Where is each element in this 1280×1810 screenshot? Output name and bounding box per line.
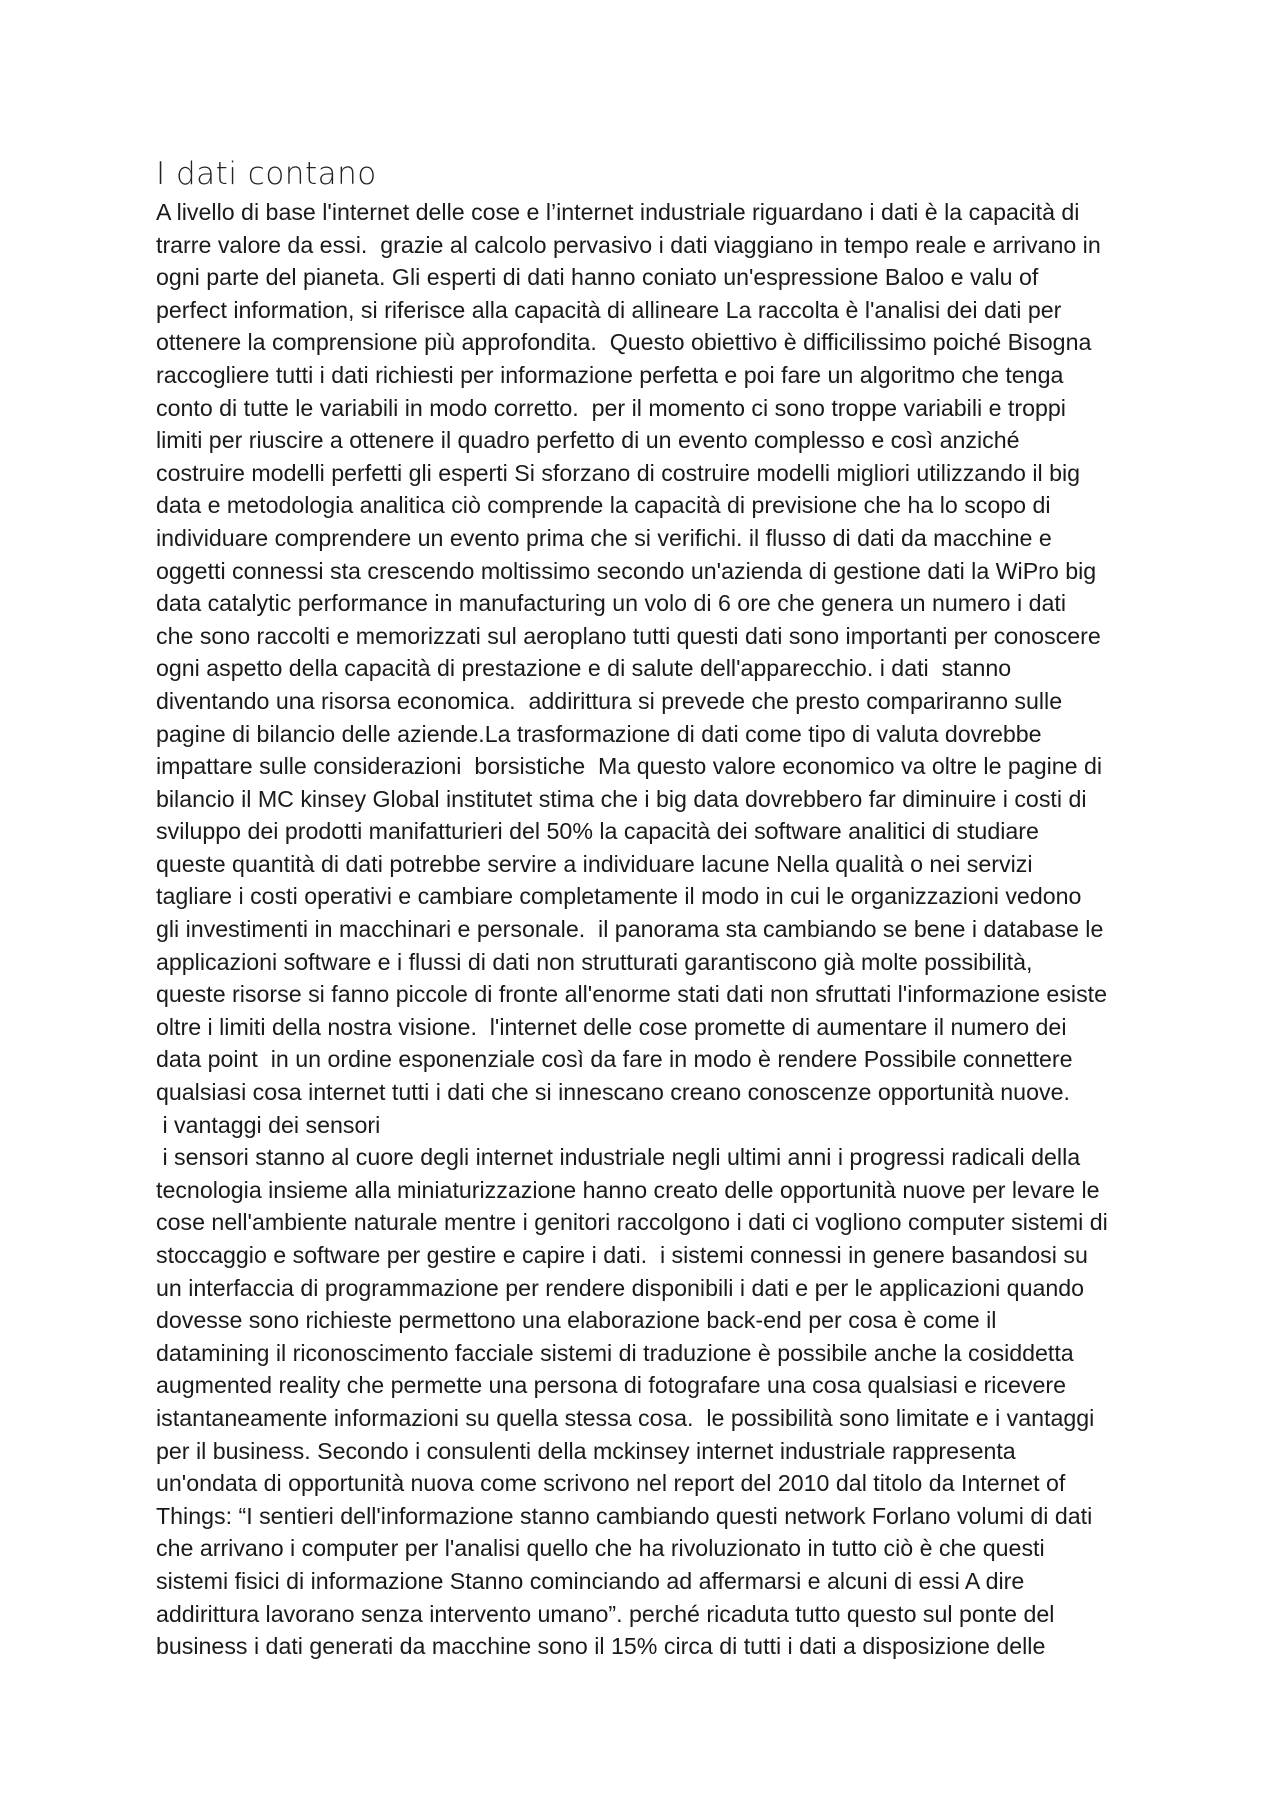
text-line: individuare comprendere un evento prima che si verifichi. il flusso di dati da macchine e: [156, 524, 1052, 551]
text-line: che arrivano i computer per l'analisi quello che ha rivoluzionato in tutto ciò è che questi: [156, 1535, 1045, 1562]
text-line: conto di tutte le variabili in modo corretto. per il momento ci sono troppe variabili e troppi: [156, 394, 1066, 421]
text-line: sistemi fisici di informazione Stanno cominciando ad affermarsi e alcuni di essi A dire: [156, 1567, 1025, 1594]
text-line: augmented reality che permette una persona di fotografare una cosa qualsiasi e ricevere: [156, 1372, 1067, 1399]
text-line: ogni aspetto della capacità di prestazione e di salute dell'apparecchio. i dati stanno: [156, 655, 1012, 682]
text-line: raccogliere tutti i dati richiesti per informazione perfetta e poi fare un algoritmo che tenga: [156, 361, 1064, 388]
document-body: [156, 152, 1136, 1663]
text-line: sviluppo dei prodotti manifatturieri del 50% la capacità dei software analitici di studiare: [156, 818, 1039, 845]
paragraph-block: [156, 196, 1136, 1663]
text-line: perfect information, si riferisce alla capacità di allineare La raccolta è l'analisi dei dati per: [156, 296, 1062, 323]
text-line: applicazioni software e i flussi di dati non strutturati garantiscono già molte possibilità,: [156, 948, 1033, 975]
text-line: datamining il riconoscimento facciale sistemi di traduzione è possibile anche la cosiddetta: [156, 1339, 1074, 1366]
text-line: stoccaggio e software per gestire e capire i dati. i sistemi connessi in genere basandosi su: [156, 1242, 1088, 1268]
text-line: i vantaggi dei sensori: [156, 1111, 381, 1138]
text-line: data point in un ordine esponenziale così da fare in modo è rendere Possibile connettere: [156, 1046, 1073, 1073]
text-line: istantaneamente informazioni su quella stessa cosa. le possibilità sono limitate e i vantaggi: [156, 1404, 1095, 1431]
text-line: trarre valore da essi. grazie al calcolo pervasivo i dati viaggiano in tempo reale e arrivano in: [156, 231, 1101, 258]
text-line: impattare sulle considerazioni borsistiche Ma questo valore economico va oltre le pagine di: [156, 753, 1103, 780]
text-line: queste quantità di dati potrebbe servire a individuare lacune Nella qualità o nei servizi: [156, 850, 1033, 877]
text-line: cose nell'ambiente naturale mentre i genitori raccolgono i dati ci vogliono computer sistemi di: [156, 1209, 1108, 1236]
text-line: ogni parte del pianeta. Gli esperti di dati hanno coniato un'espressione Baloo e valu of: [156, 264, 1039, 291]
text-line: queste risorse si fanno piccole di fronte all'enorme stati dati non sfruttati l'informazione esiste: [156, 981, 1108, 1008]
text-line: dovesse sono richieste permettono una elaborazione back-end per cosa è come il: [156, 1307, 997, 1334]
text-line: costruire modelli perfetti gli esperti Si sforzano di costruire modelli migliori utilizzando il big: [156, 459, 1081, 486]
text-line: tecnologia insieme alla miniaturizzazione hanno creato delle opportunità nuove per levare le: [156, 1176, 1100, 1203]
text-line: data e metodologia analitica ciò comprende la capacità di previsione che ha lo scopo di: [156, 492, 1051, 519]
text-line: bilancio il MC kinsey Global institutet stima che i big data dovrebbero far diminuire i costi di: [156, 785, 1087, 812]
text-line: business i dati generati da macchine sono il 15% circa di tutti i dati a disposizione delle: [156, 1633, 1046, 1660]
text-line: pagine di bilancio delle aziende.La trasformazione di dati come tipo di valuta dovrebbe: [156, 720, 1042, 747]
text-line: diventando una risorsa economica. addirittura si prevede che presto compariranno sulle: [156, 687, 1063, 714]
text-line: per il business. Secondo i consulenti della mckinsey internet industriale rappresenta: [156, 1437, 1016, 1464]
text-line: i sensori stanno al cuore degli internet industriale negli ultimi anni i progressi radicali della: [156, 1144, 1081, 1171]
text-line: ottenere la comprensione più approfondita. Questo obiettivo è difficilissimo poiché Bisogna: [156, 329, 1092, 356]
text-line: A livello di base l'internet delle cose e l’internet industriale riguardano i dati è la capacità di: [156, 199, 1080, 225]
text-line: data catalytic performance in manufacturing un volo di 6 ore che genera un numero i dati: [156, 590, 1066, 617]
text-line: tagliare i costi operativi e cambiare completamente il modo in cui le organizzazioni vedono: [156, 883, 1082, 910]
text-line: limiti per riuscire a ottenere il quadro perfetto di un evento complesso e così anziché: [156, 427, 1020, 454]
text-line: che sono raccolti e memorizzati sul aeroplano tutti questi dati sono importanti per conoscere: [156, 622, 1101, 649]
document-title: I dati contano: [156, 156, 377, 192]
text-line: oggetti connessi sta crescendo moltissimo secondo un'azienda di gestione dati la WiPro big: [156, 557, 1097, 584]
text-line: Things: “I sentieri dell'informazione stanno cambiando questi network Forlano volumi di dati: [156, 1502, 1093, 1529]
text-line: un interfaccia di programmazione per rendere disponibili i dati e per le applicazioni quando: [156, 1274, 1085, 1301]
text-line: addirittura lavorano senza intervento umano”. perché ricaduta tutto questo sul ponte del: [156, 1600, 1055, 1627]
text-line: qualsiasi cosa internet tutti i dati che si innescano creano conoscenze opportunità nuove.: [156, 1079, 1070, 1106]
text-line: gli investimenti in macchinari e personale. il panorama sta cambiando se bene i database le: [156, 916, 1104, 943]
text-line: oltre i limiti della nostra visione. l'internet delle cose promette di aumentare il numero dei: [156, 1013, 1067, 1040]
text-line: un'ondata di opportunità nuova come scrivono nel report del 2010 dal titolo da Internet of: [156, 1470, 1066, 1497]
